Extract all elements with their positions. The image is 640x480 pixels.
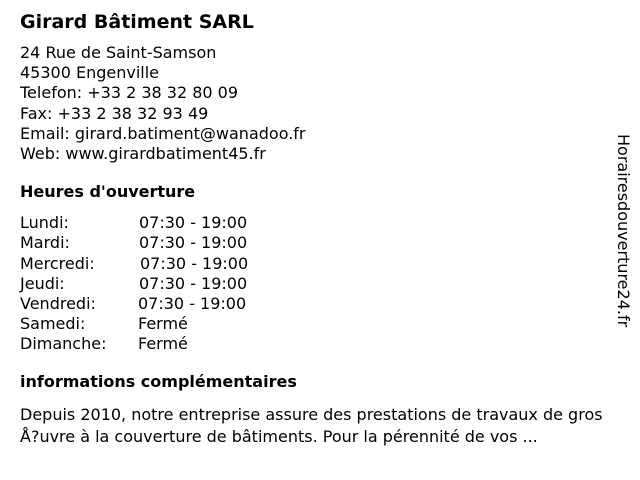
company-name: Girard Bâtiment SARL: [20, 11, 254, 33]
address-line-2: 45300 Engenville: [20, 63, 160, 83]
business-card: [20, 10, 620, 448]
hours-day: Vendredi:: [20, 294, 96, 314]
hours-row: [20, 213, 620, 233]
hours-time: 07:30 - 19:00: [138, 294, 247, 314]
website-line: Web: www.girardbatiment45.fr: [20, 144, 266, 164]
hours-time: Fermé: [138, 334, 188, 354]
hours-day: Samedi:: [20, 314, 86, 334]
opening-hours-heading: Heures d'ouverture: [20, 182, 196, 202]
additional-info-text: Depuis 2010, notre entreprise assure des prestations de travaux de gros Å?uvre à la couverture de bâtiments. Pour la pérennité de vos ...: [20, 404, 603, 446]
hours-row: [20, 254, 620, 274]
watermark-label: Horairesdouverture24.fr: [614, 134, 633, 328]
additional-info-heading: informations complémentaires: [20, 371, 297, 391]
email-line: Email: girard.batiment@wanadoo.fr: [20, 123, 306, 143]
hours-day: Mercredi:: [20, 253, 95, 273]
hours-time: 07:30 - 19:00: [139, 213, 248, 233]
hours-time: 07:30 - 19:00: [140, 253, 249, 273]
fax-line: Fax: +33 2 38 32 93 49: [20, 103, 209, 123]
hours-time: 07:30 - 19:00: [139, 233, 248, 253]
phone-line: Telefon: +33 2 38 32 80 09: [20, 83, 239, 103]
contact-block: [20, 43, 620, 164]
hours-row: [20, 233, 620, 253]
hours-day: Dimanche:: [20, 334, 107, 354]
hours-day: Jeudi:: [20, 273, 65, 293]
address-line-1: 24 Rue de Saint-Samson: [20, 43, 217, 62]
hours-row: [20, 314, 620, 334]
hours-day: Mardi:: [20, 233, 70, 253]
hours-row: [20, 334, 620, 354]
hours-time: Fermé: [138, 314, 188, 334]
hours-row: [20, 274, 620, 294]
opening-hours-table: [20, 213, 620, 354]
hours-time: 07:30 - 19:00: [139, 273, 248, 293]
hours-day: Lundi:: [20, 213, 69, 233]
hours-row: [20, 294, 620, 314]
